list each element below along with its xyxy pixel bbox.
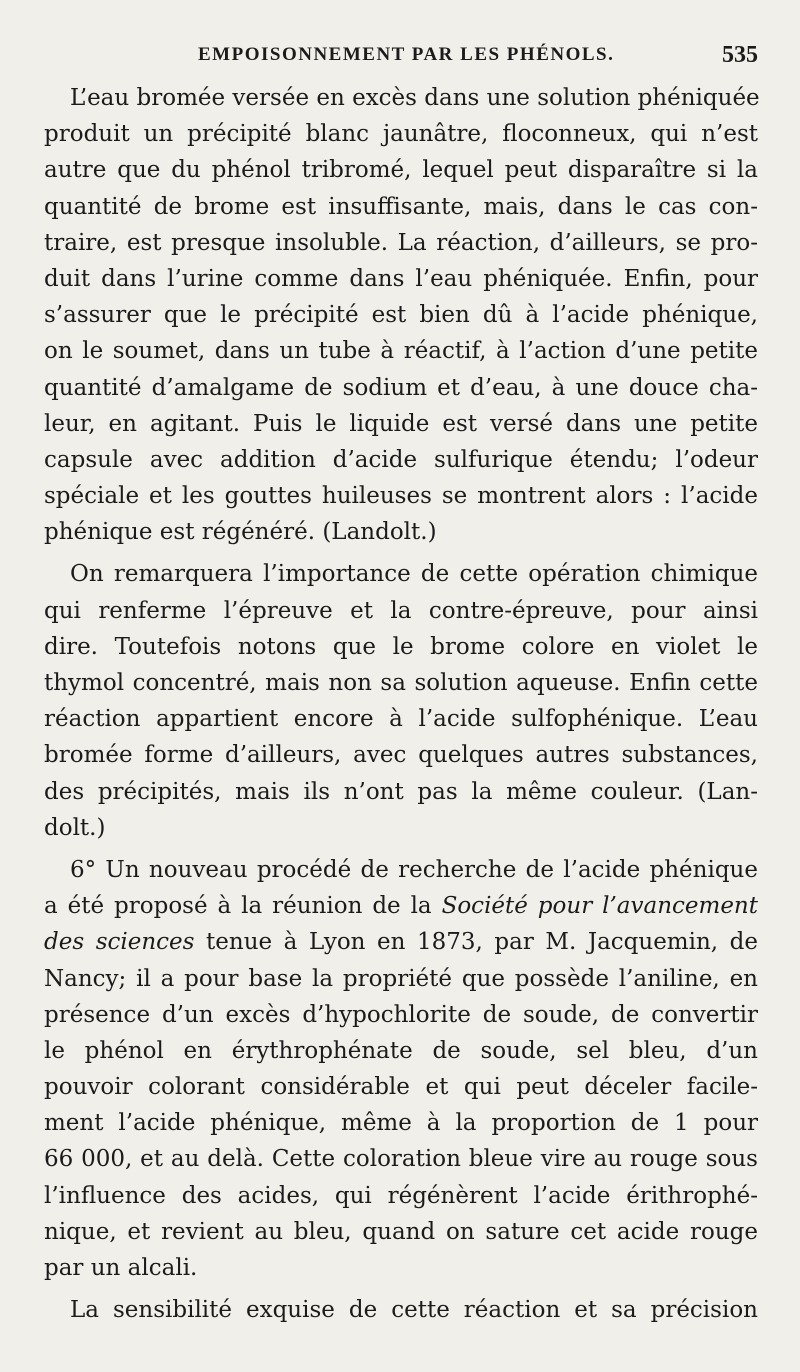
text-line: des précipités, mais ils n’ont pas la même couleur. (Lan- <box>44 778 758 805</box>
text-line: duit dans l’urine comme dans l’eau phéniquée. Enfin, pour <box>44 265 758 292</box>
text-line: thymol concentré, mais non sa solution aqueuse. Enfin cette <box>44 670 758 696</box>
text-line: quantité d’amalgame de sodium et d’eau, à une douce cha- <box>44 374 758 401</box>
text-run: a été proposé à la réunion de la <box>44 893 442 920</box>
text-line: ment l’acide phénique, même à la proportion de 1 pour <box>44 1110 758 1137</box>
italic-society-name: des sciences <box>44 929 195 956</box>
text-line: on le soumet, dans un tube à réactif, à l’action d’une petite <box>44 338 758 365</box>
text-run: tenue à Lyon en 1873, par M. Jacquemin, de <box>194 929 758 956</box>
text-line: par un alcali. <box>44 1255 198 1281</box>
text-line: présence d’un excès d’hypochlorite de soude, de convertir <box>44 1001 758 1028</box>
book-page <box>44 34 758 1328</box>
text-line: dolt.) <box>44 814 106 841</box>
text-line: pouvoir colorant considérable et qui peut déceler facile- <box>44 1074 758 1101</box>
text-line: On remarquera l’importance de cette opération chimique <box>70 561 758 588</box>
text-line: L’eau bromée versée en excès dans une solution phéniquée <box>70 85 760 111</box>
text-line: capsule avec addition d’acide sulfurique étendu; l’odeur <box>44 446 758 473</box>
text-line: La sensibilité exquise de cette réaction et sa précision <box>70 1297 758 1324</box>
running-head: EMPOISONNEMENT PAR LES PHÉNOLS. <box>198 44 615 65</box>
page-header <box>44 34 758 80</box>
text-line: Nancy; il a pour base la propriété que possède l’aniline, en <box>44 965 758 992</box>
text-line: 6° Un nouveau procédé de recherche de l’acide phénique <box>70 856 758 883</box>
paragraph-3 <box>44 852 758 1286</box>
text-line: traire, est presque insoluble. La réaction, d’ailleurs, se pro- <box>44 229 758 256</box>
page-number: 535 <box>722 42 758 68</box>
text-line: quantité de brome est insuffisante, mais, dans le cas con- <box>44 193 758 220</box>
paragraph-1 <box>44 80 758 550</box>
text-line: réaction appartient encore à l’acide sulfophénique. L’eau <box>44 706 758 733</box>
text-line: produit un précipité blanc jaunâtre, floconneux, qui n’est <box>44 121 758 148</box>
text-line <box>44 888 758 924</box>
text-line <box>44 924 758 960</box>
text-line: autre que du phénol tribromé, lequel peut disparaître si la <box>44 157 758 184</box>
text-line: leur, en agitant. Puis le liquide est versé dans une petite <box>44 410 758 437</box>
text-line: qui renferme l’épreuve et la contre-épreuve, pour ainsi <box>44 597 758 624</box>
text-line: le phénol en érythrophénate de soude, sel bleu, d’un <box>44 1037 758 1064</box>
paragraph-2 <box>44 556 758 846</box>
text-line: phénique est régénéré. (Landolt.) <box>44 519 437 546</box>
paragraph-4 <box>44 1292 758 1328</box>
italic-society-name: Société pour l’avancement <box>441 893 758 920</box>
text-line: 66 000, et au delà. Cette coloration bleue vire au rouge sous <box>44 1146 758 1173</box>
text-line: nique, et revient au bleu, quand on sature cet acide rouge <box>44 1218 758 1245</box>
text-line: l’influence des acides, qui régénèrent l’acide érithrophé- <box>44 1182 758 1209</box>
text-line: s’assurer que le précipité est bien dû à l’acide phénique, <box>44 302 758 329</box>
text-line: spéciale et les gouttes huileuses se montrent alors : l’acide <box>44 483 758 510</box>
text-line: dire. Toutefois notons que le brome colore en violet le <box>44 633 758 660</box>
text-line: bromée forme d’ailleurs, avec quelques autres substances, <box>44 742 758 769</box>
